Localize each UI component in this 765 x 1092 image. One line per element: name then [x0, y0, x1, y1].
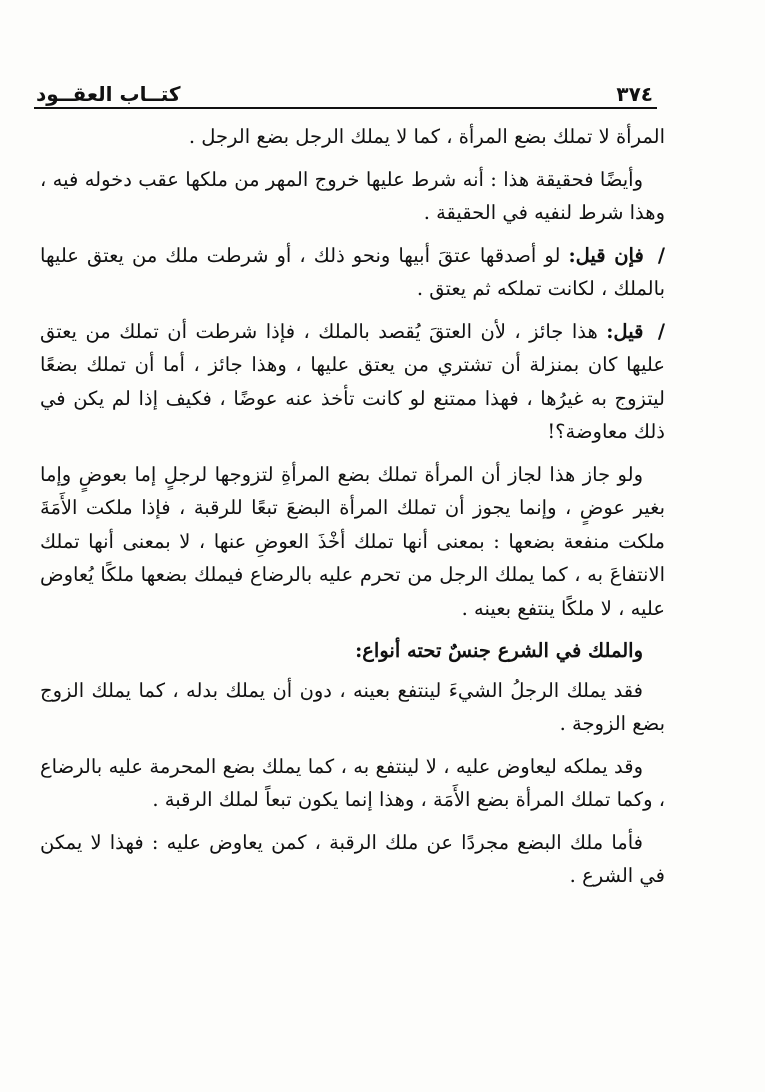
paragraph-lead: قيل:: [606, 319, 644, 343]
page-number: ٣٧٤: [616, 82, 653, 106]
paragraph-text: لو أصدقها عتقَ أبيها ونحو ذلك ، أو شرطت ملك من يعتق عليها بالملك ، لكانت تملكه ثم يعتق .: [40, 243, 665, 300]
paragraph: [40, 674, 665, 741]
page-body: [40, 120, 665, 902]
paragraph-text: هذا جائز ، لأن العتقَ يُقصد بالملك ، فإذا شرطت أن تملك من يعتق عليها كان بمنزلة أن تشتري من يعتق عليها ، وهذا جائز ، أما أن تملك بضعًا ليتزوج به غيرُها ، فهذا ممتنع لو كانت تأخذ عنه عوضًا ، فكيف إذا لم يكن في ذلك معاوضة؟!: [40, 319, 665, 443]
paragraph-text: المرأة لا تملك بضع المرأة ، كما لا يملك الرجل بضع الرجل .: [188, 125, 665, 148]
paragraph: [40, 315, 665, 449]
paragraph-text: وأيضًا فحقيقة هذا : أنه شرط عليها خروج المهر من ملكها عقب دخوله فيه ، وهذا شرط لنفيه في الحقيقة .: [40, 167, 665, 224]
margin-marker: /: [657, 319, 665, 343]
section-heading-text: والملك في الشرع جنسٌ تحته أنواع:: [355, 639, 643, 662]
paragraph-text: فأما ملك البضع مجردًا عن ملك الرقبة ، كمن يعاوض عليه : فهذا لا يمكن في الشرع .: [40, 830, 665, 887]
running-title: كتــاب العقــود: [36, 82, 181, 106]
section-heading: [40, 634, 665, 668]
header-rule: [34, 107, 657, 109]
paragraph: [40, 458, 665, 626]
paragraph: [40, 120, 665, 154]
margin-marker: /: [657, 243, 665, 267]
paragraph-lead: فإن قيل:: [568, 243, 644, 267]
paragraph: [40, 750, 665, 817]
paragraph: [40, 826, 665, 893]
paragraph-text: وقد يملكه ليعاوض عليه ، لا لينتفع به ، كما يملك بضع المحرمة عليه بالرضاع ، وكما تملك المرأة بضع الأَمَة ، وهذا إنما يكون تبعاً لملك الرقبة .: [40, 754, 665, 811]
paragraph-text: ولو جاز هذا لجاز أن المرأة تملك بضع المرأةِ لتزوجها لرجلٍ إما بعوضٍ وإما بغير عوضٍ ، وإنما يجوز أن تملك المرأة البضعَ تبعًا للرقبة ، فإذا ملكت الأَمَةَ ملكت منفعة بضعها : بمعنى أنها تملك أخْذَ العوضِ عنها ، لا بمعنى أنها تملك الانتفاعَ به ، كما يملك الرجل من تحرم عليه بالرضاع فيملك بضعها ملكًا يُعاوض عليه ، لا ملكًا ينتفع بعينه .: [40, 462, 665, 620]
paragraph-text: فقد يملك الرجلُ الشيءَ لينتفع بعينه ، دون أن يملك بدله ، كما يملك الزوج بضع الزوجة .: [40, 678, 665, 735]
page-header: [36, 76, 653, 106]
paragraph: [40, 239, 665, 306]
paragraph: [40, 163, 665, 230]
